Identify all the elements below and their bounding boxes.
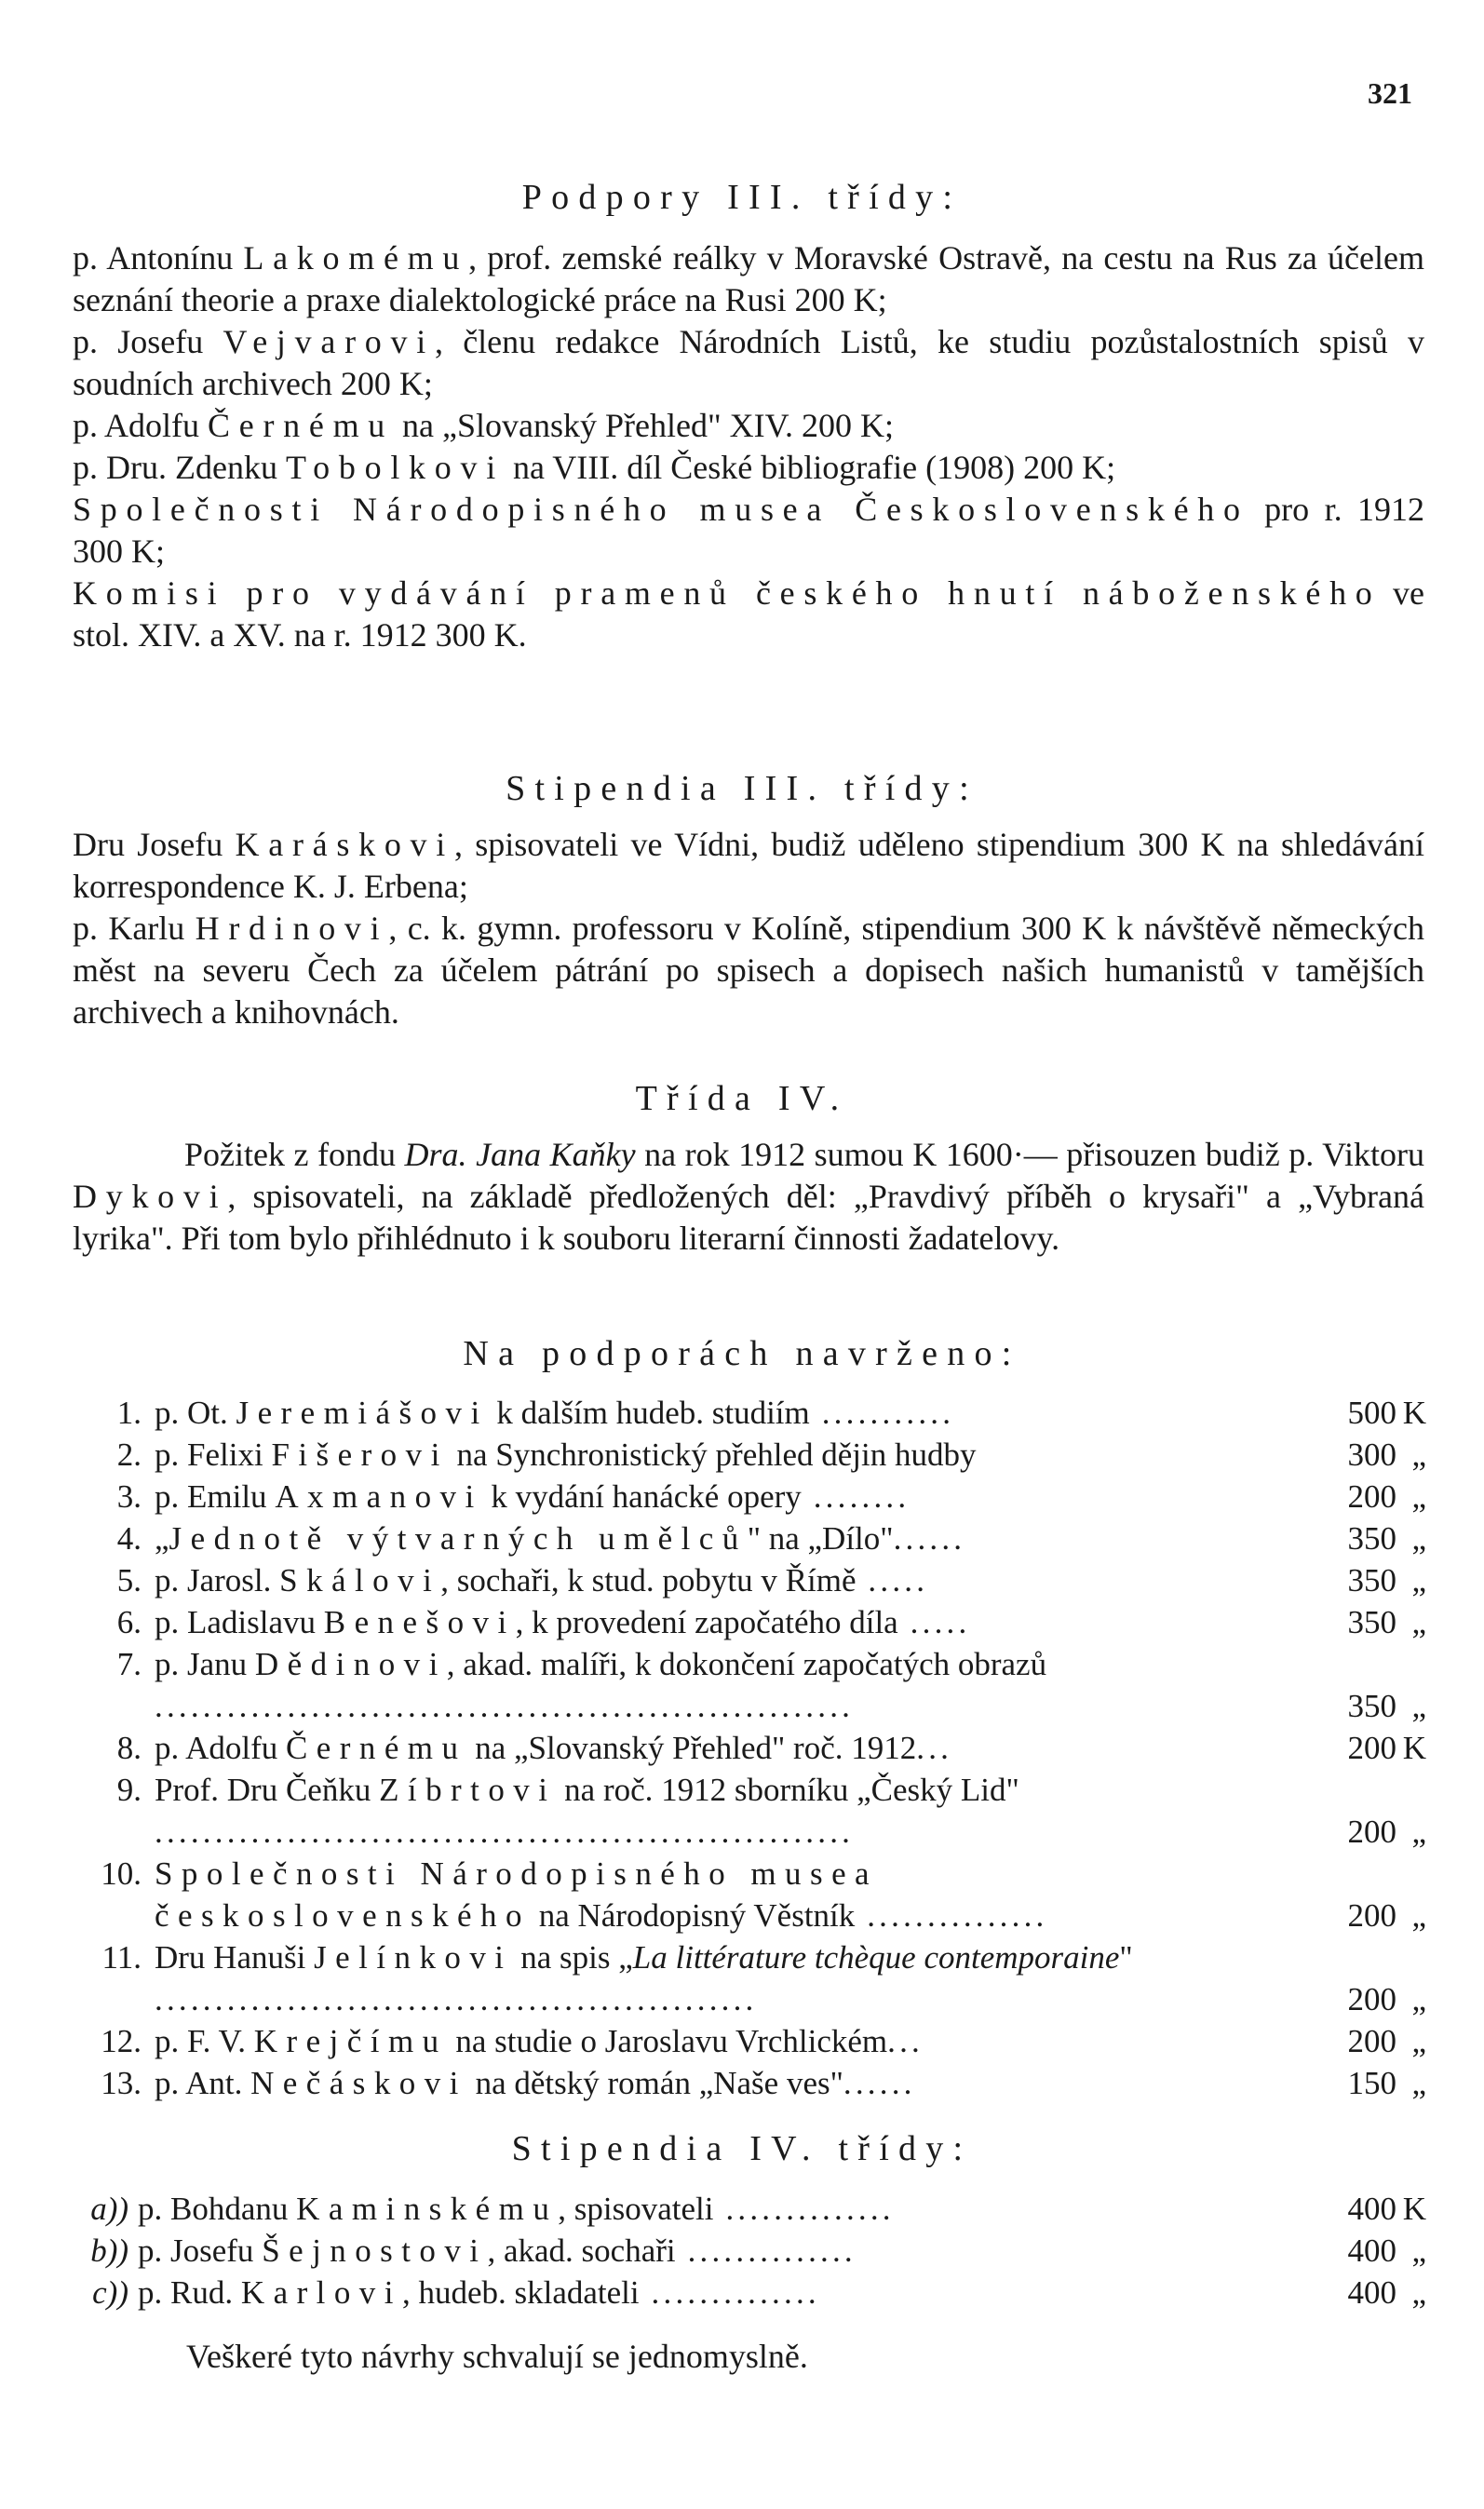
item-text xyxy=(155,1392,1234,1434)
text: " na „Dílo" xyxy=(747,1520,894,1557)
text: , spisovateli xyxy=(558,2191,714,2227)
item-text xyxy=(155,1936,1234,2020)
paragraph xyxy=(73,237,1424,321)
text: „ xyxy=(155,1520,169,1557)
paragraph xyxy=(73,824,1424,908)
item-letter: b)) xyxy=(90,2232,128,2269)
unit: K xyxy=(1402,1395,1426,1431)
paragraph xyxy=(73,908,1424,1033)
item-number: 8. xyxy=(116,1730,142,1766)
person-name: Vejvarovi xyxy=(223,323,435,360)
amount: 200 xyxy=(1347,1730,1396,1766)
person-name: Fišerovi xyxy=(271,1437,449,1473)
leader-dots: ..... xyxy=(856,1562,929,1598)
unit: „ xyxy=(1411,1981,1426,2017)
amount: 400 xyxy=(1347,2232,1396,2269)
person-name: Černému xyxy=(208,407,395,444)
item-text xyxy=(155,1476,1234,1518)
heading-na-podporach: Na podporách navrženo: xyxy=(463,1334,1021,1373)
list-item xyxy=(73,2188,1424,2230)
text: na „Slovanský Přehled" XIV. 200 K; xyxy=(394,407,894,444)
unit: „ xyxy=(1411,1478,1426,1515)
leader-dots: .............. xyxy=(675,2232,857,2269)
text: p. Janu xyxy=(155,1646,255,1682)
leader-dots: .............. xyxy=(639,2274,820,2311)
text: p. Ladislavu xyxy=(155,1604,324,1640)
person-name: Dykovi xyxy=(73,1178,228,1215)
leader-dots: .............. xyxy=(713,2191,895,2227)
unit: „ xyxy=(1411,2023,1426,2059)
person-name: Nečáskovi xyxy=(250,2065,467,2101)
text: Dru Hanuši xyxy=(155,1939,315,1976)
amount: 400 xyxy=(1347,2274,1396,2311)
item-number: 9. xyxy=(116,1772,142,1808)
paragraph xyxy=(73,405,1424,447)
text: p. Josefu xyxy=(73,323,223,360)
leader-dots: .......................................................... xyxy=(155,1814,855,1850)
text: , spisovateli, na základě předložených děl: „Pravdivý příběh o krysaři" a „Vybraná lyrika". Při tom bylo přihlédnuto i k souboru literarní činnosti žadatelovy. xyxy=(73,1178,1424,1257)
grant-list xyxy=(73,1392,1424,2104)
person-name: Kaminskému xyxy=(296,2191,559,2227)
heading-podpory-iii: Podpory III. třídy: xyxy=(521,178,963,217)
paragraph xyxy=(73,447,1424,489)
text: k dalším hudeb. studiím xyxy=(488,1395,810,1431)
institution-name: Společnosti Národopisného musea československého xyxy=(155,1855,879,1934)
amount: 200 xyxy=(1347,1478,1396,1515)
item-number: 3. xyxy=(116,1478,142,1515)
text: na rok 1912 sumou K 1600·— přisouzen budiž p. Viktoru xyxy=(635,1136,1424,1173)
text: na VIII. díl České bibliografie (1908) 200 K; xyxy=(504,449,1116,486)
text: p. Antonínu xyxy=(73,239,244,277)
amount: 200 xyxy=(1347,2023,1396,2059)
person-name: Karlovi xyxy=(240,2274,402,2311)
leader-dots: .......................................................... xyxy=(155,1688,855,1724)
unit: „ xyxy=(1411,1688,1426,1724)
list-item xyxy=(73,1559,1424,1601)
text: p. Rud. xyxy=(138,2274,241,2311)
text: " xyxy=(1119,1939,1133,1976)
list-item xyxy=(73,1769,1424,1853)
list-item xyxy=(73,1727,1424,1769)
item-text xyxy=(155,1727,1234,1769)
text: , hudeb. skladateli xyxy=(401,2274,640,2311)
text: , sochaři, k stud. pobytu v Římě xyxy=(440,1562,857,1598)
institution-name: Společnosti Národopisného musea Československého xyxy=(73,491,1249,528)
amount: 350 xyxy=(1347,1688,1396,1724)
text: pro r. 1912 300 K; xyxy=(73,491,1424,570)
person-name: Benešovi xyxy=(323,1604,516,1640)
list-item xyxy=(73,2272,1424,2313)
person-name: Axmanovi xyxy=(275,1478,483,1515)
heading-stipendia-iv: Stipendia IV. třídy: xyxy=(511,2129,973,2168)
text: Požitek z fondu xyxy=(184,1136,405,1173)
leader-dots: .................................................. xyxy=(155,1981,758,2017)
text: p. Ant. xyxy=(155,2065,251,2101)
item-letter: c)) xyxy=(92,2274,128,2311)
leader-dots: ... xyxy=(916,1730,953,1766)
text: p. Jarosl. xyxy=(155,1562,280,1598)
text: na „Slovanský Přehled" roč. 1912 xyxy=(466,1730,917,1766)
fund-name: Dra. Jana Kaňky xyxy=(404,1136,636,1173)
list-item xyxy=(73,1434,1424,1476)
amount: 500 xyxy=(1347,1395,1396,1431)
text: na dětský román „Naše ves" xyxy=(466,2065,843,2101)
amount: 200 xyxy=(1347,1897,1396,1934)
amount: 200 xyxy=(1347,1981,1396,2017)
text: p. Ot. xyxy=(155,1395,236,1431)
text: na spis „ xyxy=(512,1939,633,1976)
person-name: Krejčímu xyxy=(253,2023,448,2059)
person-name: Hrdinovi xyxy=(195,910,389,947)
item-text xyxy=(155,1434,1234,1476)
leader-dots: ...... xyxy=(843,2065,916,2101)
item-text xyxy=(155,1643,1234,1727)
list-item xyxy=(73,1601,1424,1643)
item-text xyxy=(138,2230,1218,2272)
item-text xyxy=(155,1559,1234,1601)
institution-name: Jednotě výtvarných umělců xyxy=(169,1520,748,1557)
person-name: Jelínkovi xyxy=(314,1939,513,1976)
book-title: La littérature tchèque contemporaine xyxy=(632,1939,1120,1976)
list-item xyxy=(73,1476,1424,1518)
heading-stipendia-iii: Stipendia III. třídy: xyxy=(506,769,978,808)
person-name: Zíbrtovi xyxy=(379,1772,557,1808)
unit: „ xyxy=(1411,2274,1426,2311)
list-item xyxy=(73,1518,1424,1559)
item-text xyxy=(138,2272,1218,2313)
leader-dots: ...... xyxy=(893,1520,966,1557)
person-name: Tobolkovi xyxy=(285,449,505,486)
text: na roč. 1912 sborníku „Český Lid" xyxy=(556,1772,1019,1808)
item-text xyxy=(155,1769,1234,1853)
text: Prof. Dru Čeňku xyxy=(155,1772,380,1808)
text: p. Emilu xyxy=(155,1478,276,1515)
person-name: Skálovi xyxy=(279,1562,441,1598)
item-number: 7. xyxy=(116,1646,142,1682)
item-number: 4. xyxy=(116,1520,142,1557)
amount: 350 xyxy=(1347,1604,1396,1640)
item-number: 11. xyxy=(101,1939,142,1976)
unit: K xyxy=(1402,1730,1426,1766)
text: , c. k. gymn. professoru v Kolíně, stipendium 300 K k návštěvě německých měst na severu Čech za účelem pátrání po spisech a dopisech našich humanistů v tamějších archivech a knihovnách. xyxy=(73,910,1424,1031)
heading-trida-iv: Třída IV. xyxy=(635,1079,849,1118)
amount: 150 xyxy=(1347,2065,1396,2101)
unit: „ xyxy=(1411,1520,1426,1557)
text: , akad. malíři, k dokončení započatých obrazů xyxy=(446,1646,1047,1682)
unit: „ xyxy=(1411,1437,1426,1473)
list-item xyxy=(73,1936,1424,2020)
item-text xyxy=(155,1601,1234,1643)
person-name: Lakomému xyxy=(243,239,469,277)
unit: „ xyxy=(1411,2232,1426,2269)
text: ve stol. XIV. a XV. na r. 1912 300 K. xyxy=(73,574,1424,654)
text: p. Felixi xyxy=(155,1437,272,1473)
list-item xyxy=(73,1392,1424,1434)
unit: „ xyxy=(1411,1604,1426,1640)
amount: 350 xyxy=(1347,1562,1396,1598)
amount: 400 xyxy=(1347,2191,1396,2227)
text: p. Dru. Zdenku xyxy=(73,449,286,486)
unit: „ xyxy=(1411,1897,1426,1934)
item-number: 5. xyxy=(116,1562,142,1598)
leader-dots: ............... xyxy=(855,1897,1048,1934)
leader-dots: ..... xyxy=(897,1604,971,1640)
text: na studie o Jaroslavu Vrchlickém xyxy=(447,2023,888,2059)
paragraph xyxy=(73,573,1424,656)
list-item xyxy=(73,2020,1424,2062)
text: p. Josefu xyxy=(138,2232,263,2269)
section1-body xyxy=(73,237,1424,656)
paragraph xyxy=(73,1134,1424,1260)
text: p. Bohdanu xyxy=(138,2191,297,2227)
paragraph xyxy=(73,321,1424,405)
item-text xyxy=(138,2188,1218,2230)
text: na Národopisný Věstník xyxy=(530,1897,856,1934)
unit: „ xyxy=(1411,1814,1426,1850)
person-name: Šejnostovi xyxy=(262,2232,488,2269)
unit: „ xyxy=(1411,1562,1426,1598)
text: , spisovateli ve Vídni, budiž uděleno stipendium 300 K na shledávání korrespondence K. J. Erbena; xyxy=(73,826,1424,905)
leader-dots: ... xyxy=(887,2023,924,2059)
item-number: 12. xyxy=(101,2023,142,2059)
institution-name: Komisi pro vydávání pramenů českého hnutí náboženského xyxy=(73,574,1382,612)
list-item xyxy=(73,2062,1424,2104)
section3-body xyxy=(73,1134,1424,1260)
person-name: Dědinovi xyxy=(254,1646,447,1682)
item-number: 10. xyxy=(101,1855,142,1892)
page-number: 321 xyxy=(1368,76,1412,110)
leader-dots: ........ xyxy=(801,1478,911,1515)
paragraph xyxy=(73,489,1424,573)
item-number: 13. xyxy=(101,2065,142,2101)
section2-body xyxy=(73,824,1424,1033)
unit: K xyxy=(1402,2191,1426,2227)
item-letter: a)) xyxy=(90,2191,128,2227)
item-text xyxy=(155,2020,1234,2062)
text: , členu redakce Národních Listů, ke studiu pozůstalostních spisů v soudních archivech 200 K; xyxy=(73,323,1424,402)
list-item xyxy=(73,1643,1424,1727)
item-number: 1. xyxy=(116,1395,142,1431)
leader-dots: ........... xyxy=(809,1395,955,1431)
amount: 200 xyxy=(1347,1814,1396,1850)
text: p. Karlu xyxy=(73,910,196,947)
text: , akad. sochaři xyxy=(487,2232,676,2269)
text: na Synchronistický přehled dějin hudby xyxy=(448,1437,977,1473)
text: p. Adolfu xyxy=(73,407,209,444)
text: p. Adolfu xyxy=(155,1730,286,1766)
list-item xyxy=(73,1853,1424,1936)
item-number: 6. xyxy=(116,1604,142,1640)
text: Dru Josefu xyxy=(73,826,236,863)
text: , k provedení započatého díla xyxy=(515,1604,898,1640)
person-name: Černému xyxy=(285,1730,467,1766)
item-number: 2. xyxy=(116,1437,142,1473)
text: k vydání hanácké opery xyxy=(482,1478,802,1515)
amount: 300 xyxy=(1347,1437,1396,1473)
list-item xyxy=(73,2230,1424,2272)
item-text xyxy=(155,1853,1234,1936)
unit: „ xyxy=(1411,2065,1426,2101)
amount: 350 xyxy=(1347,1520,1396,1557)
person-name: Karáskovi xyxy=(235,826,454,863)
text: p. F. V. xyxy=(155,2023,254,2059)
person-name: Jeremiášovi xyxy=(236,1395,489,1431)
text: , prof. zemské reálky v Moravské Ostravě, na cestu na Rus za účelem seznání theorie a praxe dialektologické práce na Rusi 200 K; xyxy=(73,239,1424,318)
item-text xyxy=(155,1518,1234,1559)
item-text xyxy=(155,2062,1234,2104)
closing-statement: Veškeré tyto návrhy schvalují se jednomyslně. xyxy=(186,2338,808,2375)
stipend-list xyxy=(73,2188,1424,2313)
